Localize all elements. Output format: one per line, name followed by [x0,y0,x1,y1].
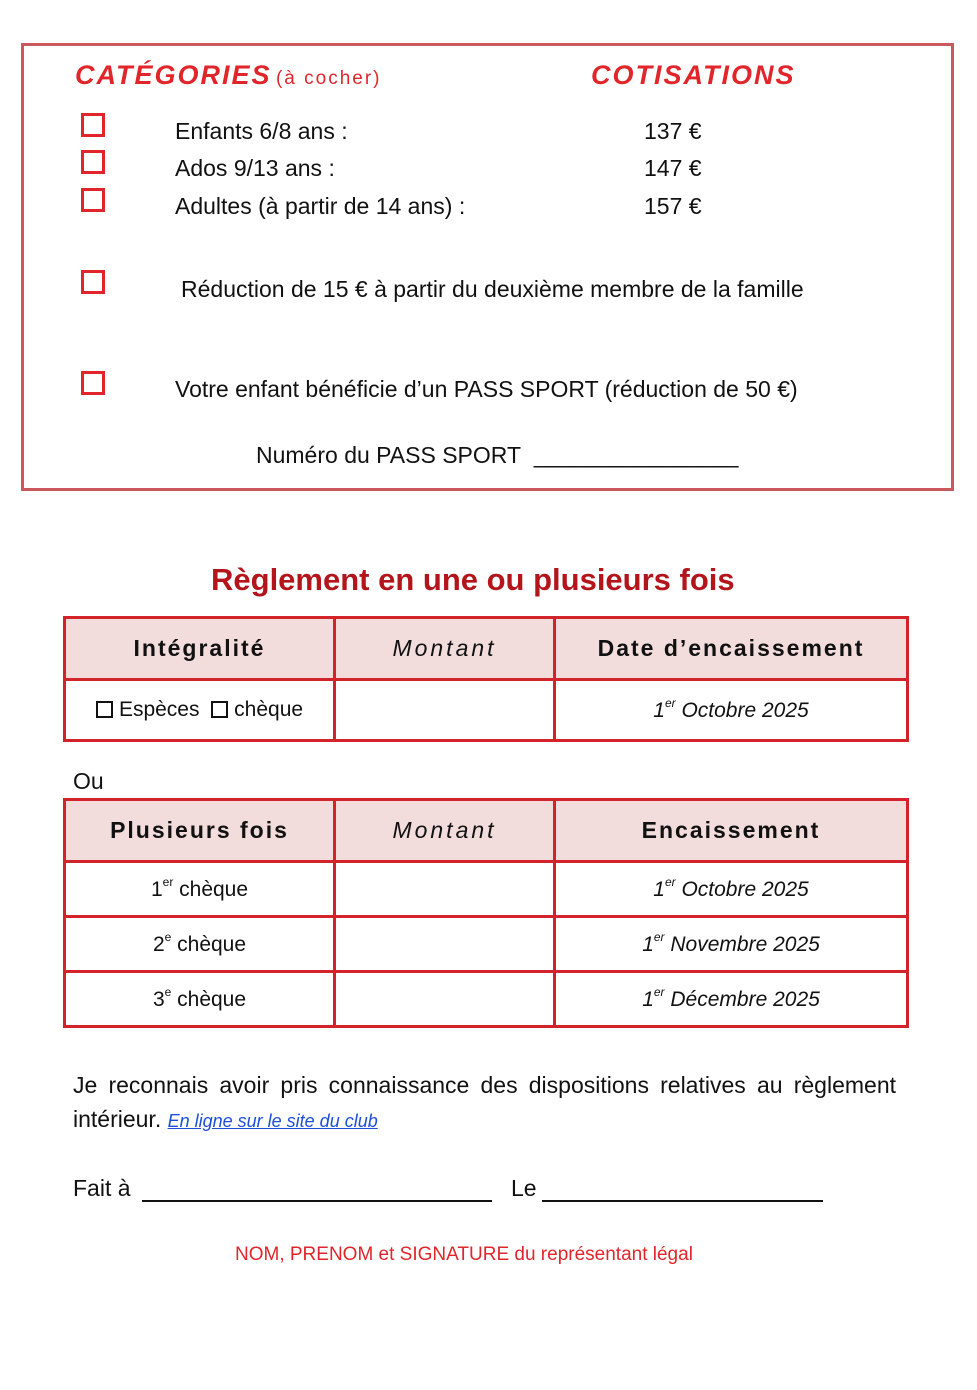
header-integralite: Intégralité [65,618,335,680]
header-plusieurs-fois: Plusieurs fois [65,800,335,862]
category-label-ados: Ados 9/13 ans : [175,155,335,181]
header-date-encaissement: Date d’encaissement [555,618,908,680]
date-full: 1er Octobre 2025 [555,680,908,741]
amount-field[interactable] [335,972,555,1027]
pass-sport-label: Votre enfant bénéficie d’un PASS SPORT (réduction de 50 €) [175,376,798,402]
amount-field[interactable] [335,862,555,917]
category-label-adultes: Adultes (à partir de 14 ans) : [175,193,466,219]
categories-title: CATÉGORIES [75,60,272,90]
pass-number-label: Numéro du PASS SPORT [256,442,522,468]
checkbox-especes[interactable] [96,701,113,718]
amount-field[interactable] [335,917,555,972]
or-label: Ou [73,768,104,794]
payment-method-cell [65,680,335,741]
header-encaissement: Encaissement [555,800,908,862]
reglement-link[interactable]: En ligne sur le site du club [167,1111,378,1131]
installment-label: 1er chèque [65,862,335,917]
category-label-enfants: Enfants 6/8 ans : [175,118,348,144]
installment-date: 1er Octobre 2025 [555,862,908,917]
header-montant: Montant [335,618,555,680]
fait-a-field[interactable] [142,1178,492,1202]
checkbox-adultes[interactable] [81,188,105,212]
payment-title: Règlement en une ou plusieurs fois [211,562,735,597]
pass-number-field[interactable]: ________________ [533,442,739,468]
cheque-label: chèque [234,698,304,721]
payment-full-table [63,616,909,742]
reduction-label: Réduction de 15 € à partir du deuxième membre de la famille [181,276,804,302]
cotisations-title: COTISATIONS [591,60,796,90]
legal-representative-label: NOM, PRENOM et SIGNATURE du représentant légal [235,1244,693,1265]
payment-installments-table [63,798,909,1028]
table-row [65,917,908,972]
especes-label: Espèces [118,698,200,721]
checkbox-enfants[interactable] [81,113,105,137]
fait-a-label: Fait à [73,1175,131,1201]
checkbox-pass-sport[interactable] [81,371,105,395]
acknowledgement-paragraph [73,1068,896,1138]
table-row [65,972,908,1027]
date-field[interactable] [542,1178,823,1202]
header-montant-2: Montant [335,800,555,862]
categories-box [21,43,954,491]
installment-label: 3e chèque [65,972,335,1027]
pass-number-row [256,442,738,469]
checkbox-cheque[interactable] [211,701,228,718]
checkbox-ados[interactable] [81,150,105,174]
price-ados: 147 € [644,155,702,181]
installment-date: 1er Novembre 2025 [555,917,908,972]
installment-label: 2e chèque [65,917,335,972]
installment-date: 1er Décembre 2025 [555,972,908,1027]
le-label: Le [511,1175,537,1201]
acknowledgement-text: Je reconnais avoir pris connaissance des dispositions relatives au règlement intérieur. [73,1072,896,1132]
categories-heading [75,60,382,91]
amount-field-full[interactable] [335,680,555,741]
price-adultes: 157 € [644,193,702,219]
price-enfants: 137 € [644,118,702,144]
table-row [65,862,908,917]
checkbox-reduction[interactable] [81,270,105,294]
categories-note: (à cocher) [275,68,382,89]
